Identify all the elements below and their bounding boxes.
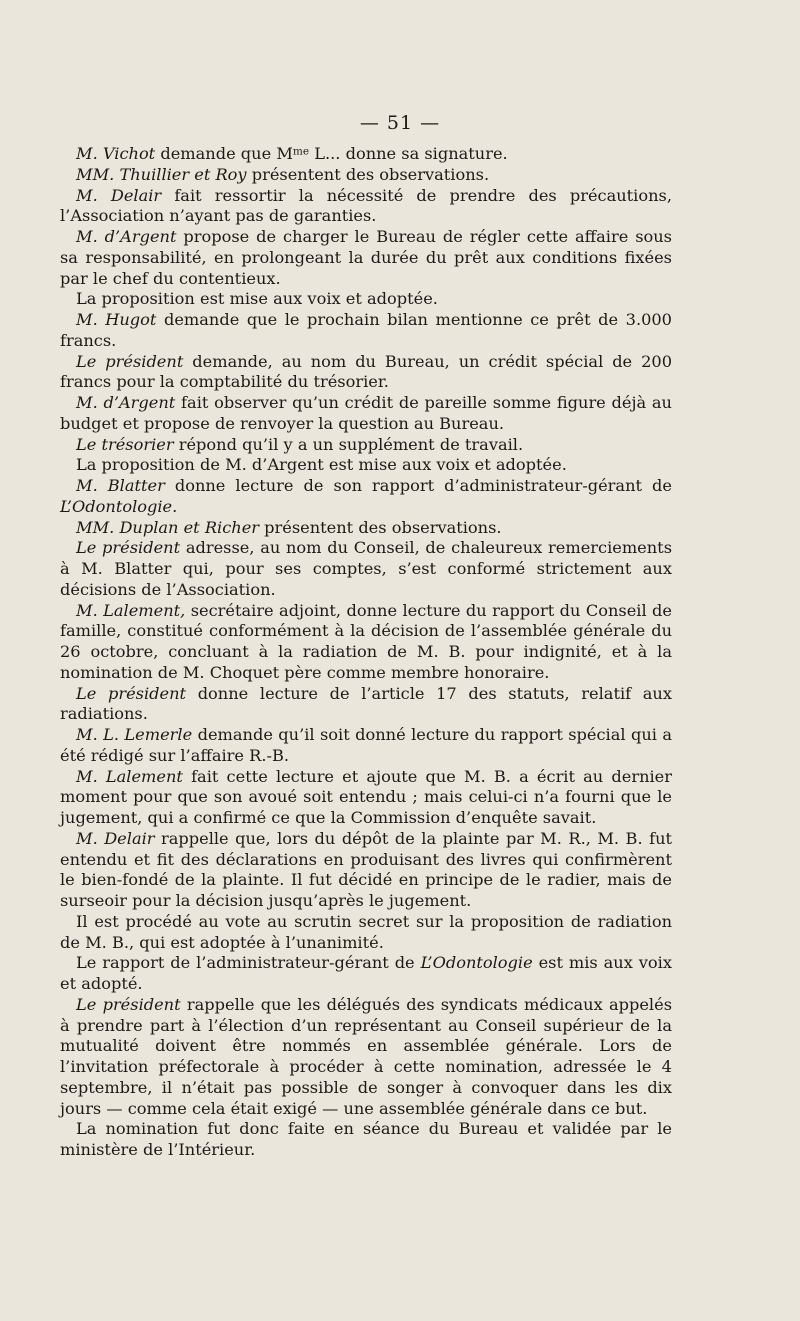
text-run: est mis aux voix et adopté. [60,953,672,993]
text-run: donne lecture de l’article 17 des statuts, relatif aux radiations. [60,683,672,724]
para-hugot [60,310,672,352]
speaker-name: MM. Duplan et Richer [76,517,260,537]
text-run: rappelle que les délégués des syndicats médicaux appelés à prendre part à l’élection d’un représentant au Conseil supérieur de la mutualité doivent être nommés en assemblée générale. Lors de l’invitation préfectorale à procéder à cette nomination, adressée le 4 septembre, il n’était pas possible de songer à convoquer dans les dix jours — comme cela était exigé — une assemblée générale dans ce but. [60,994,672,1118]
para-thuillier-roy [60,165,672,186]
speaker-name: Le président [76,994,181,1014]
para-lalement-1 [60,601,672,684]
speaker-name: Le président [76,683,187,703]
text-run: Il est procédé au vote au scrutin secret sur la proposition de radiation de M. B., qui est adoptée à l’unanimité. [60,911,672,952]
speaker-name: L’Odontologie [420,953,533,973]
speaker-name: M. Vichot [76,144,156,163]
text-run: secrétaire adjoint, donne lecture du rapport du Conseil de famille, constitué conformément à la décision de l’assemblée générale du 26 octobre, concluant à la radiation de M. B. pour indignité, et à la nomination de M. Choquet père comme membre honoraire. [60,600,672,682]
text-run: demande que M [155,144,293,163]
page-number: — 51 — [359,112,441,134]
para-rapport [60,953,672,995]
speaker-name: M. Lalement [76,766,183,786]
para-president-3 [60,684,672,726]
para-president-4 [60,995,672,1120]
text-run: présentent des observations. [246,164,490,184]
text-run: donne lecture de son rapport d’administrateur-gérant de [164,476,672,495]
text-run: demande que le prochain bilan mentionne ce prêt de 3.000 francs. [60,310,672,350]
text-run: La proposition est mise aux voix et adoptée. [76,289,438,309]
para-vote-1 [60,289,672,310]
superscript: me [292,145,310,158]
speaker-name: Le président [76,538,181,558]
speaker-name: M. Blatter [76,476,165,495]
text-run: répond qu’il y a un supplément de travail. [173,434,524,454]
speaker-name: M. d’Argent [76,227,177,246]
text-run: demande qu’il soit donné lecture du rapport spécial qui a été rédigé sur l’affaire R.-B. [60,725,672,765]
para-lemerle [60,725,672,767]
speaker-name: L’Odontologie. [60,496,178,516]
body-text [60,144,672,1161]
speaker-name: Le trésorier [76,434,174,454]
text-run: Le rapport de l’administrateur-gérant de [76,953,421,973]
para-duplan-richer [60,518,672,539]
text-run: propose de charger le Bureau de régler cette affaire sous sa responsabilité, en prolongeant la durée du prêt aux conditions fixées par le chef du contentieux. [60,227,672,288]
speaker-name: M. Hugot [76,310,157,329]
para-delair-1 [60,186,672,228]
speaker-name: M. Delair [76,828,155,848]
para-delair-2 [60,829,672,912]
para-lalement-2 [60,767,672,829]
text-run: L... donne sa signature. [309,144,508,163]
text-run: adresse, au nom du Conseil, de chaleureux remerciements à M. Blatter qui, pour ses comptes, s’est conformé strictement aux décisions de l’Association. [60,538,672,599]
para-nomination [60,1119,672,1161]
speaker-name: MM. Thuillier et Roy [76,164,247,184]
text-run: La nomination fut donc faite en séance du Bureau et validée par le ministère de l’Intérieur. [60,1119,672,1159]
para-president-1 [60,352,672,394]
para-blatter [60,476,672,518]
text-run: fait cette lecture et ajoute que M. B. a écrit au dernier moment pour que son avoué soit entendu ; mais celui-ci n’a fourni que le jugement, qui a confirmé ce que la Commission d’enquête savait. [60,766,672,827]
text-run: demande, au nom du Bureau, un crédit spécial de 200 francs pour la comptabilité du trésorier. [60,351,672,392]
para-vichot [60,144,672,165]
speaker-name: Le président [76,351,184,371]
text-run: La proposition de M. d’Argent est mise aux voix et adoptée. [76,455,567,475]
para-tresorier [60,435,672,456]
para-vote-2 [60,455,672,476]
speaker-name: M. L. Lemerle [76,725,193,744]
para-dargent-2 [60,393,672,435]
text-run: rappelle que, lors du dépôt de la plainte par M. R., M. B. fut entendu et fit des déclarations en produisant des livres qui confirmèrent le bien-fondé de la plainte. Il fut décidé en principe de le radier, mais de surseoir pour la décision jusqu’après le jugement. [60,828,672,910]
speaker-name: M. Lalement, [76,600,186,620]
speaker-name: M. d’Argent [76,393,176,412]
para-dargent-1 [60,227,672,289]
text-run: fait ressortir la nécessité de prendre des précautions, l’Association n’ayant pas de garanties. [60,185,672,226]
para-president-2 [60,538,672,600]
text-run: présentent des observations. [259,517,502,537]
para-scrutin [60,912,672,954]
speaker-name: M. Delair [76,185,162,205]
text-run: fait observer qu’un crédit de pareille somme figure déjà au budget et propose de renvoyer la question au Bureau. [60,393,672,433]
